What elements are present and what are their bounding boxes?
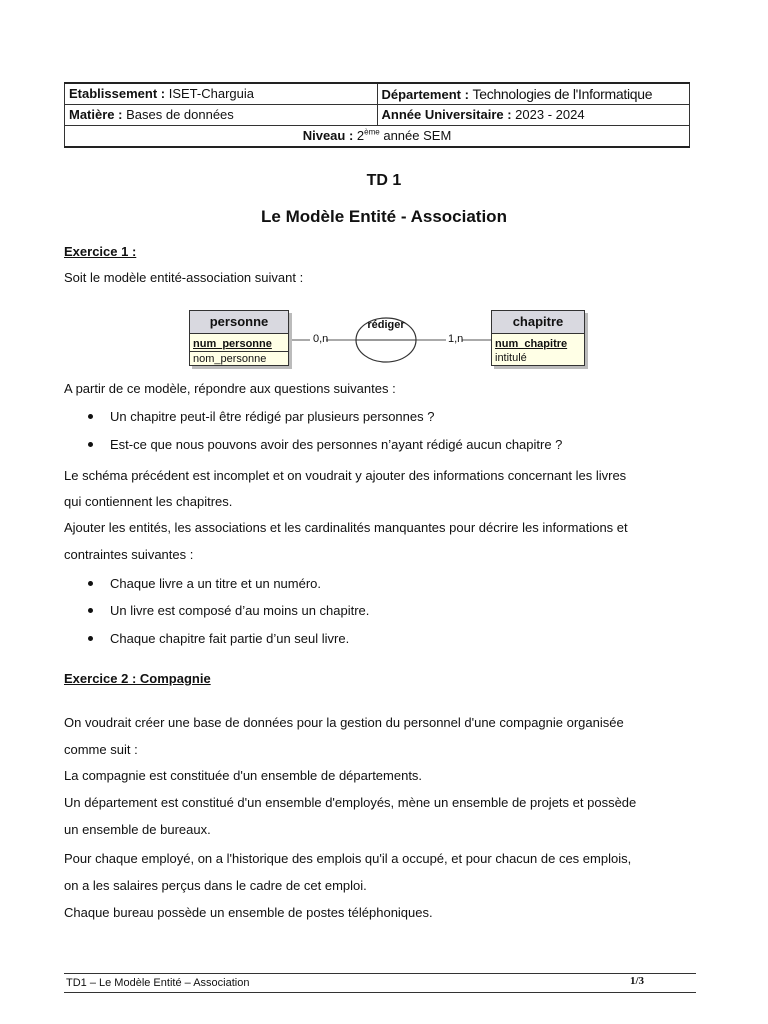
entity-personne-attr: nom_personne	[193, 353, 267, 365]
bullet-dot	[88, 442, 93, 447]
entity-chapitre-key: num_chapitre	[495, 338, 568, 350]
etablissement-value: ISET-Charguia	[168, 86, 254, 101]
constraint-3-text: Chaque chapitre fait partie d’un seul livre.	[110, 631, 350, 646]
exercise-2-line-1: On voudrait créer une base de données pour la gestion du personnel d'une compagnie organisée	[64, 715, 624, 730]
bullet-dot	[88, 608, 93, 613]
er-diagram	[186, 306, 586, 372]
bullet-dot	[88, 581, 93, 586]
entity-personne	[189, 310, 289, 366]
matiere-cell	[64, 105, 378, 125]
niveau-rest: année SEM	[383, 128, 452, 143]
exercise-2-title: Exercice 2 : Compagnie	[64, 671, 211, 686]
footer-rule-top	[64, 973, 696, 974]
exercise-2-line-2: comme suit :	[64, 742, 138, 757]
paragraph-1-line-1: Le schéma précédent est incomplet et on voudrait y ajouter des informations concernant les livres	[64, 468, 627, 483]
cardinality-chapitre: 1,n	[448, 333, 464, 345]
cardinality-personne: 0,n	[313, 333, 329, 345]
bullet-dot	[88, 636, 93, 641]
entity-personne-name: personne	[190, 311, 288, 334]
etablissement-cell	[64, 84, 378, 104]
departement-label: Département :	[381, 87, 469, 102]
header-row-1	[64, 84, 690, 105]
exercise-1-title: Exercice 1 :	[64, 244, 137, 259]
entity-chapitre	[491, 310, 585, 366]
departement-value: Technologies de l'Informatique	[472, 86, 653, 102]
questions-intro: A partir de ce modèle, répondre aux questions suivantes :	[64, 381, 396, 396]
etablissement-label: Etablissement :	[69, 86, 166, 101]
exercise-1-intro: Soit le modèle entité-association suivant :	[64, 270, 304, 285]
annee-value: 2023 - 2024	[515, 107, 585, 122]
question-2-text: Est-ce que nous pouvons avoir des personnes n’ayant rédigé aucun chapitre ?	[110, 437, 563, 452]
exercise-2-line-4: Un département est constitué d'un ensemble d'employés, mène un ensemble de projets et possède	[64, 795, 637, 810]
exercise-2-line-3: La compagnie est constituée d'un ensemble de départements.	[64, 768, 423, 783]
paragraph-2-line-2: contraintes suivantes :	[64, 547, 194, 562]
paragraph-2-line-1: Ajouter les entités, les associations et les cardinalités manquantes pour décrire les informations et	[64, 520, 628, 535]
matiere-label: Matière :	[69, 107, 123, 122]
niveau-superscript: ème	[364, 127, 380, 137]
niveau-label: Niveau :	[302, 128, 354, 143]
niveau-number: 2	[356, 128, 365, 143]
document-title: TD 1	[366, 172, 402, 189]
exercise-2-line-7: on a les salaires perçus dans le cadre de cet emploi.	[64, 878, 367, 893]
bullet-dot	[88, 414, 93, 419]
document-subtitle: Le Modèle Entité - Association	[261, 207, 507, 226]
annee-cell	[378, 105, 691, 125]
association-name: rédiger	[367, 319, 405, 331]
entity-chapitre-attr: intitulé	[495, 352, 527, 364]
exercise-2-line-6: Pour chaque employé, on a l'historique des emplois qu'il a occupé, et pour chacun de ces emplois,	[64, 851, 632, 866]
paragraph-1-line-2: qui contiennent les chapitres.	[64, 494, 233, 509]
header-row-3	[64, 126, 690, 146]
entity-personne-key: num_personne	[193, 338, 272, 350]
entity-chapitre-name: chapitre	[492, 311, 584, 334]
question-1-text: Un chapitre peut-il être rédigé par plusieurs personnes ?	[110, 409, 435, 424]
departement-cell	[378, 84, 691, 104]
exercise-2-line-8: Chaque bureau possède un ensemble de postes téléphoniques.	[64, 905, 433, 920]
annee-label: Année Universitaire :	[381, 107, 512, 122]
footer-rule-bottom	[64, 992, 696, 993]
page-number: 1/3	[630, 975, 645, 987]
constraint-2-text: Un livre est composé d’au moins un chapitre.	[110, 603, 370, 618]
footer-title: TD1 – Le Modèle Entité – Association	[66, 977, 250, 989]
niveau-cell	[64, 126, 690, 146]
header-table	[64, 82, 690, 148]
exercise-2-line-5: un ensemble de bureaux.	[64, 822, 211, 837]
header-row-2	[64, 105, 690, 126]
constraint-1-text: Chaque livre a un titre et un numéro.	[110, 576, 322, 591]
matiere-value: Bases de données	[126, 107, 234, 122]
